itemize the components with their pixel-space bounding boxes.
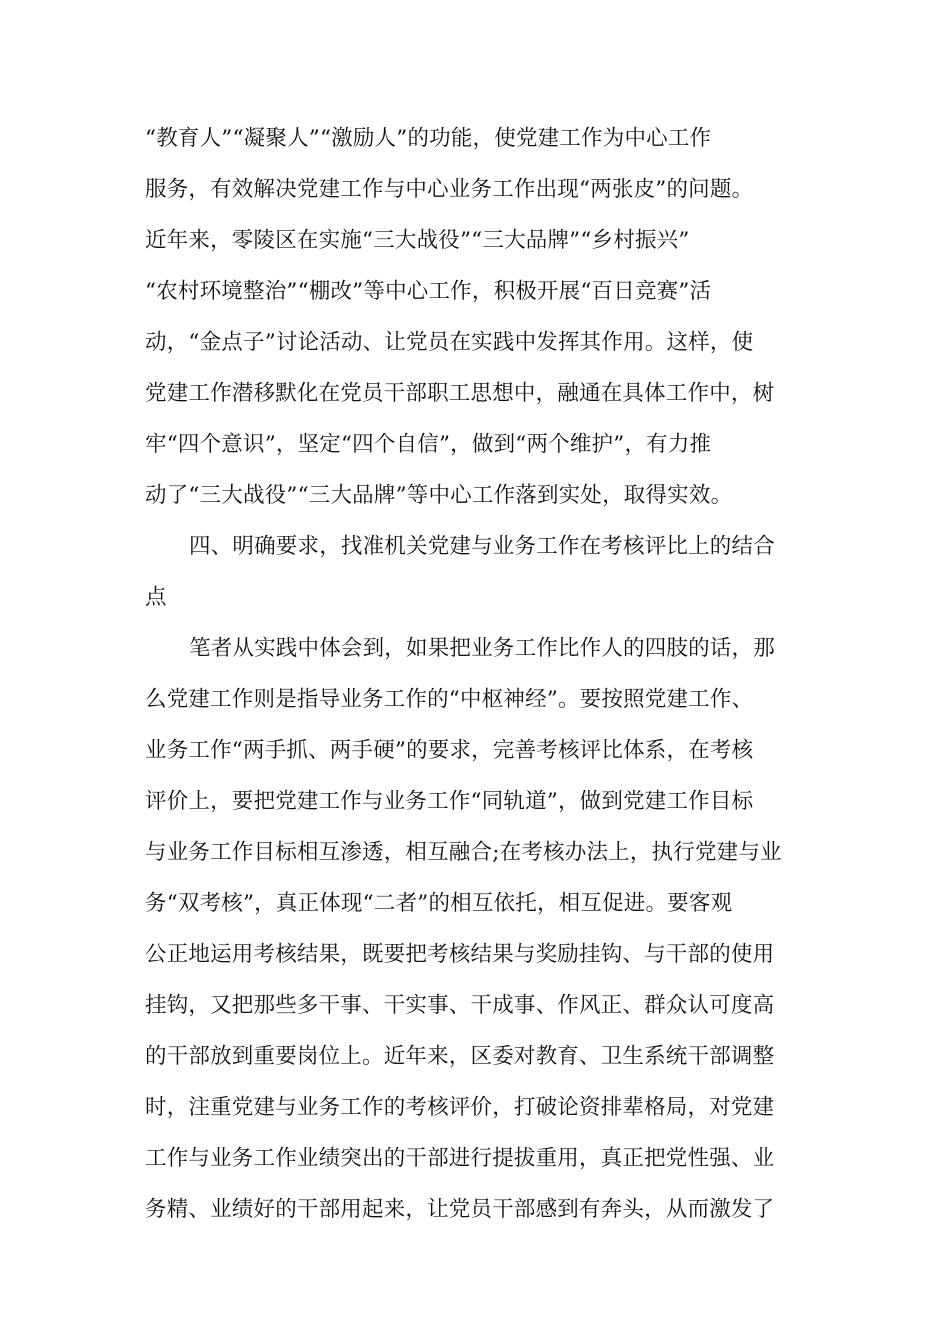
text-line: 工作与业务工作业绩突出的干部进行提拔重用，真正把党性强、业 bbox=[145, 1146, 775, 1171]
text-line: 评价上，要把党建工作与业务工作“同轨道”，做到党建工作目标 bbox=[145, 789, 754, 814]
section-heading-continuation: 点 bbox=[145, 585, 167, 610]
text-line: 么党建工作则是指导业务工作的“中枢神经”。要按照党建工作、 bbox=[145, 687, 754, 712]
text-line: “农村环境整治”“棚改”等中心工作，积极开展“百日竞赛”活 bbox=[145, 279, 712, 304]
text-line: “教育人”“凝聚人”“激励人”的功能，使党建工作为中心工作 bbox=[145, 126, 712, 151]
text-line: 党建工作潜移默化在党员干部职工思想中，融通在具体工作中，树 bbox=[145, 381, 775, 406]
section-heading: 四、明确要求，找准机关党建与业务工作在考核评比上的结合 bbox=[189, 534, 775, 559]
text-line: 与业务工作目标相互渗透，相互融合;在考核办法上，执行党建与业 bbox=[145, 840, 782, 865]
text-line: 公正地运用考核结果，既要把考核结果与奖励挂钩、与干部的使用 bbox=[145, 942, 775, 967]
text-line: 牢“四个意识”，坚定“四个自信”，做到“两个维护”，有力推 bbox=[145, 432, 712, 457]
text-line: 动，“金点子”讨论活动、让党员在实践中发挥其作用。这样，使 bbox=[145, 330, 754, 355]
text-line: 挂钩，又把那些多干事、干实事、干成事、作风正、群众认可度高 bbox=[145, 993, 775, 1018]
text-line: 的干部放到重要岗位上。近年来，区委对教育、卫生系统干部调整 bbox=[145, 1044, 775, 1069]
text-line: 服务，有效解决党建工作与中心业务工作出现“两张皮”的问题。 bbox=[145, 177, 754, 202]
text-line: 务精、业绩好的干部用起来，让党员干部感到有奔头，从而激发了 bbox=[145, 1197, 775, 1222]
text-line: 近年来，零陵区在实施“三大战役”“三大品牌”“乡村振兴” bbox=[145, 228, 690, 253]
text-line: 业务工作“两手抓、两手硬”的要求，完善考核评比体系，在考核 bbox=[145, 738, 754, 763]
text-line: 务“双考核”，真正体现“二者”的相互依托，相互促进。要客观 bbox=[145, 891, 733, 916]
text-line: 动了“三大战役”“三大品牌”等中心工作落到实处，取得实效。 bbox=[145, 483, 733, 508]
text-line: 时，注重党建与业务工作的考核评价，打破论资排辈格局，对党建 bbox=[145, 1095, 775, 1120]
text-line: 笔者从实践中体会到，如果把业务工作比作人的四肢的话，那 bbox=[189, 636, 775, 661]
